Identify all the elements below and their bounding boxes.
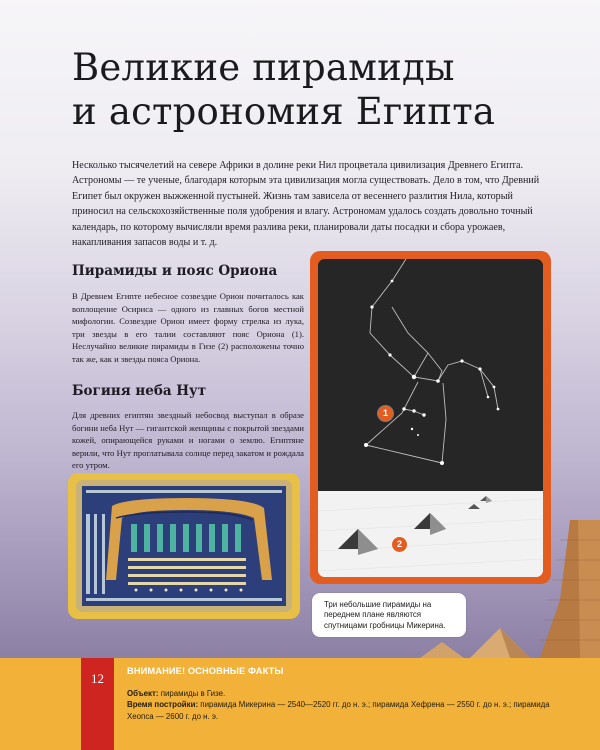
title-line-1: Великие пирамиды [72,46,455,89]
heading-goddess-nut: Богиня неба Нут [72,383,207,399]
orion-constellation-image [318,259,543,491]
heading-orion-belt: Пирамиды и пояс Ориона [72,263,278,279]
page-number-tab [81,658,114,750]
intro-paragraph: Несколько тысячелетий на севере Африки в долине реки Нил процветала цивилизация Древнего Египта. Астрономы — те ученые, благодаря которым эта цивилизация могла существовать. Дело в том, что Древний Египет был окружен выжженной пустыней. Жизнь там зависела от весеннего разлития Нила, который приносил на сельскохозяйственные поля удобрения и влагу. Астрономам удалось создать довольно точный календарь, по которому вычисляли время разлива реки, планировали даты посадки и сбора урожаев, накапливания запасов воды и т. д. [72,160,540,249]
orion-paragraph: В Древнем Египте небесное созвездие Орион почиталось как воплощение Осириса — одного из главных богов местной мифологии. Созвездие Орион имеет форму стрелка из лука, три звезды в его талии составляют пояс Ориона (1). Неслучайно великие пирамиды в Гизе (2) расположены точно так же, как и звезды пояса Ориона. [72,291,304,364]
facts-text [127,688,567,722]
marker-giza-pyramids: 2 [392,537,407,552]
nut-papyrus-image [76,480,292,612]
built-label: Время постройки: [127,700,199,710]
nut-paragraph: Для древних египтян звездный небосвод выступал в образе богини неба Нут — гигантской женщины с покрытой звездами кожей, опирающейся руками и ногами о землю. Египтяне верили, что Нут проглатывала солнце перед закатом и рождала его утром. [72,410,304,471]
object-label: Объект: [127,689,159,698]
object-value: пирамиды в Гизе. [160,689,226,698]
callout-text: Три небольшие пирамиды на переднем плане являются спутницами гробницы Микерина. [324,600,446,630]
page-number: 12 [91,671,104,686]
marker-orion-belt: 1 [378,406,393,421]
title-line-2: и астрономия Египта [72,90,496,133]
facts-heading: ВНИМАНИЕ! ОСНОВНЫЕ ФАКТЫ [127,666,284,676]
page-title [72,46,495,134]
built-value: пирамида Микерина — 2540—2520 гг. до н. э.; пирамида Хефрена — 2550 г. до н. э.; пирамида Хеопса — 2600 г. до н. э. [127,700,550,721]
pyramids-callout [312,593,466,637]
